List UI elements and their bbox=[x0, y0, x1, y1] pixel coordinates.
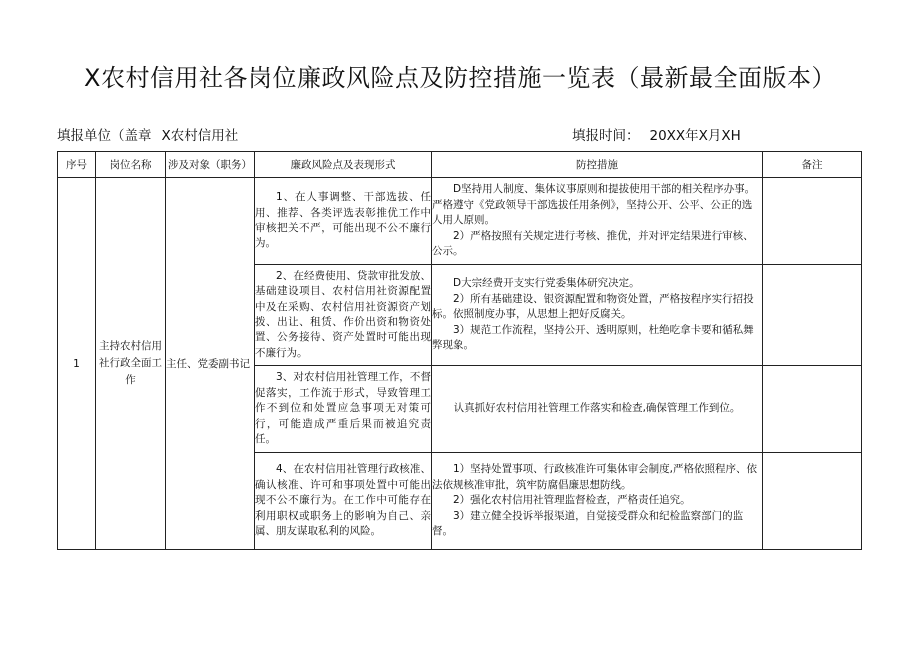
header-target: 涉及对象（职务） bbox=[166, 152, 255, 178]
header-note: 备注 bbox=[763, 152, 862, 178]
page-title: X农村信用社各岗位廉政风险点及防控措施一览表（最新最全面版本） bbox=[84, 64, 836, 92]
header-measure: 防控措施 bbox=[432, 152, 763, 178]
table-row bbox=[58, 178, 862, 265]
cell-measure bbox=[432, 453, 763, 550]
measure-text: 3）建立健全投诉举报渠道，自觉接受群众和纪检监察部门的监督。 bbox=[432, 509, 744, 538]
risk-text: 1、在人事调整、干部选拔、任用、推荐、各类评选表彰推优工作中审核把关不严，可能出现不公不廉行为。 bbox=[255, 191, 431, 250]
cell-target: 主任、党委副书记 bbox=[166, 178, 255, 550]
measure-text: 2）强化农村信用社管理监督检查，严格责任追究。 bbox=[453, 494, 691, 507]
cell-no: 1 bbox=[58, 178, 96, 550]
cell-note bbox=[763, 453, 862, 550]
measure-text: 认真抓好农村信用社管理工作落实和检查,确保管理工作到位。 bbox=[453, 402, 741, 415]
fill-unit-value: X农村信用社 bbox=[161, 128, 239, 144]
table-header-row bbox=[58, 152, 862, 178]
fill-time bbox=[572, 124, 741, 144]
fill-time-label: 填报时间： bbox=[572, 128, 640, 144]
fill-unit-label: 填报单位（盖章 bbox=[57, 128, 152, 144]
cell-risk bbox=[255, 453, 432, 550]
fill-unit bbox=[57, 124, 238, 144]
measure-text: 2）所有基础建设、银资源配置和物资处置，严格按程序实行招投标。依照制度办事，从思想上把好反腐关。 bbox=[432, 292, 754, 321]
risk-control-table bbox=[57, 151, 862, 550]
cell-measure bbox=[432, 366, 763, 453]
risk-text: 3、对农村信用社管理工作，不督促落实，工作流于形式，导致管理工作不到位和处置应急事项无对策可行，可能造成严重后果而被追究责任。 bbox=[255, 371, 431, 446]
cell-risk bbox=[255, 265, 432, 366]
cell-risk bbox=[255, 366, 432, 453]
measure-text: 3）规范工作流程，坚持公开、透明原则，杜绝吃拿卡要和循私舞弊现象。 bbox=[432, 323, 754, 352]
measure-text: D坚持用人制度、集体议事原则和提拔使用干部的相关程序办事。严格遵守《党政领导干部选拔任用条例》，坚持公开、公平、公正的选人用人原则。 bbox=[432, 183, 756, 227]
cell-risk bbox=[255, 178, 432, 265]
cell-measure bbox=[432, 178, 763, 265]
header-risk: 廉政风险点及表现形式 bbox=[255, 152, 432, 178]
risk-text: 2、在经费使用、贷款审批发放、基础建设项目、农村信用社资源配置中及在采购、农村信用社资源资产划拨、出让、租赁、作价出资和物资处置、公务接待、资产处置时可能出现不廉行为。 bbox=[255, 269, 431, 359]
measure-text: 1）坚持处置事项、行政核准许可集体审会制度,严格依照程序、依法依规核准审批，筑牢防腐倡廉思想防线。 bbox=[432, 463, 758, 491]
cell-note bbox=[763, 265, 862, 366]
header-job: 岗位名称 bbox=[96, 152, 166, 178]
risk-text: 4、在农村信用社管理行政核准、确认核准、许可和事项处置中可能出现不公不廉行为。在工作中可能存在利用职权或职务上的影响为自己、亲属、朋友谋取私利的风险。 bbox=[255, 463, 431, 538]
header-no: 序号 bbox=[58, 152, 96, 178]
cell-job: 主持农村信用社行政全面工作 bbox=[96, 178, 166, 550]
measure-text: D大宗经费开支实行党委集体研究决定。 bbox=[453, 277, 640, 290]
measure-text: 2）严格按照有关规定进行考核、推优，并对评定结果进行审核、公示。 bbox=[432, 229, 754, 258]
cell-note bbox=[763, 178, 862, 265]
cell-note bbox=[763, 366, 862, 453]
fill-time-value: 20XX年X月XH bbox=[649, 128, 741, 144]
cell-measure bbox=[432, 265, 763, 366]
